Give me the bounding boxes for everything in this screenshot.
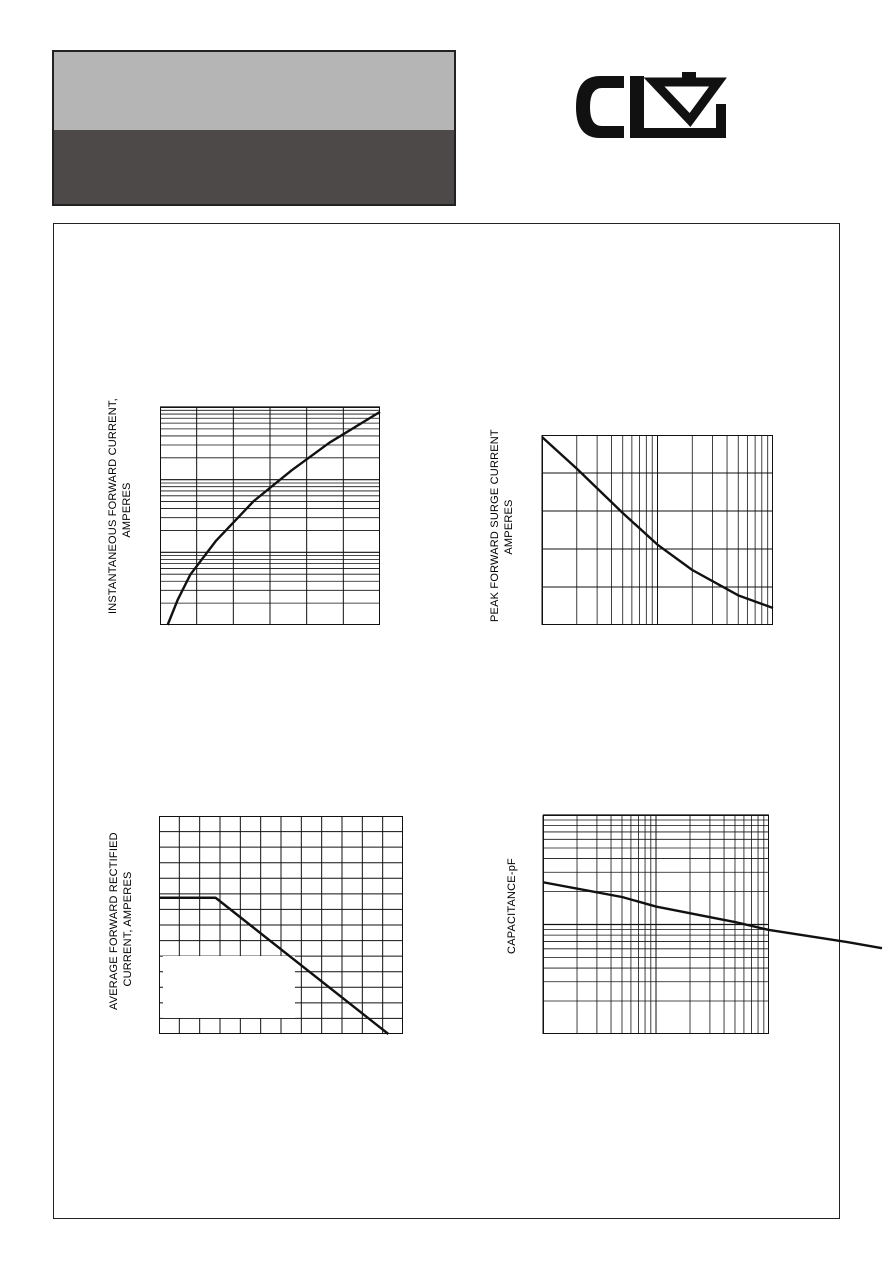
content-frame xyxy=(53,223,840,1219)
forward-current-ylabel: INSTANTANEOUS FORWARD CURRENT, AMPERES xyxy=(107,398,133,614)
forward-current-chart xyxy=(160,407,380,625)
header-title-band xyxy=(54,52,454,130)
inset-blank xyxy=(163,956,295,1018)
capacitance-chart xyxy=(543,815,769,1034)
derating-chart xyxy=(159,816,403,1034)
surge-current-ylabel: PEAK FORWARD SURGE CURRENT AMPERES xyxy=(489,429,515,622)
derating-ylabel: AVERAGE FORWARD RECTIFIED CURRENT, AMPERES xyxy=(108,832,134,1010)
forward-current-curve xyxy=(168,412,380,625)
header-subtitle-band xyxy=(54,130,454,204)
surge-current-chart xyxy=(542,435,773,625)
header-box xyxy=(52,50,456,206)
cd-diode-logo xyxy=(572,72,728,142)
capacitance-ylabel: CAPACITANCE-pF xyxy=(506,858,518,954)
